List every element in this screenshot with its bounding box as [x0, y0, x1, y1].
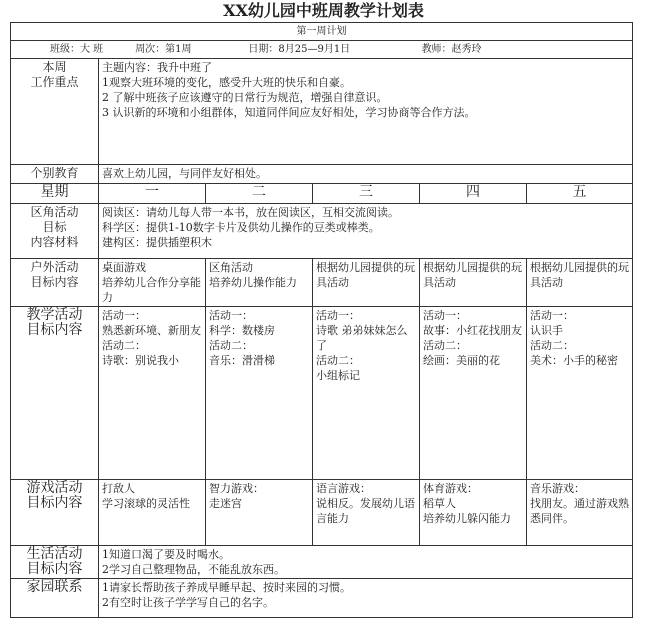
game-label: 游戏活动 目标内容	[11, 480, 99, 546]
teaching-label: 教学活动 目标内容	[11, 307, 99, 480]
day-friday: 五	[527, 184, 633, 204]
area-label: 区角活动 目标 内容材料	[11, 204, 99, 259]
life-content: 1知道口渴了要及时喝水。 2学习自己整理物品，不能乱放东西。	[99, 546, 633, 579]
game-cell-thursday: 体育游戏： 稻草人 培养幼儿躲闪能力	[420, 480, 527, 546]
weekly-plan-table	[10, 22, 633, 618]
day-tuesday: 二	[206, 184, 313, 204]
day-wednesday: 三	[313, 184, 420, 204]
outdoor-cell-tuesday: 区角活动 培养幼儿操作能力	[206, 259, 313, 307]
focus-label: 本周 工作重点	[11, 59, 99, 165]
outdoor-cell-thursday: 根据幼儿园提供的玩具活动	[420, 259, 527, 307]
game-cell-friday: 音乐游戏： 找朋友。通过游戏熟悉同伴。	[527, 480, 633, 546]
week-info: 周次：第1周	[135, 44, 192, 55]
game-cell-tuesday: 智力游戏： 走迷宫	[206, 480, 313, 546]
teaching-cell-thursday: 活动一： 故事：小红花找朋友 活动二： 绘画：美丽的花	[420, 307, 527, 480]
individual-content: 喜欢上幼儿园，与同伴友好相处。	[99, 165, 633, 184]
teaching-cell-friday: 活动一： 认识手 活动二： 美术：小手的秘密	[527, 307, 633, 480]
teacher-info: 教师：赵秀玲	[421, 44, 482, 55]
home-content: 1请家长帮助孩子养成早睡早起、按时来园的习惯。 2有空时让孩子学学写自己的名字。	[99, 579, 633, 618]
day-thursday: 四	[420, 184, 527, 204]
outdoor-label: 户外活动 目标内容	[11, 259, 99, 307]
individual-label: 个别教育	[11, 165, 99, 184]
weekday-label: 星期	[11, 184, 99, 204]
class-info: 班级：大 班	[50, 44, 104, 55]
week-title: 第一周计划	[11, 23, 633, 41]
teaching-cell-wednesday: 活动一： 诗歌 弟弟妹妹怎么了 活动二： 小组标记	[313, 307, 420, 480]
date-info: 日期：8月25—9月1日	[248, 44, 351, 55]
teaching-cell-monday: 活动一： 熟悉新环境、新朋友 活动二： 诗歌：别说我小	[99, 307, 206, 480]
home-label: 家园联系	[11, 579, 99, 618]
outdoor-cell-friday: 根据幼儿园提供的玩具活动	[527, 259, 633, 307]
game-cell-monday: 打敌人 学习滚球的灵活性	[99, 480, 206, 546]
outdoor-cell-wednesday: 根据幼儿园提供的玩具活动	[313, 259, 420, 307]
page-title: XX幼儿园中班周教学计划表	[223, 1, 424, 20]
outdoor-cell-monday: 桌面游戏 培养幼儿合作分享能力	[99, 259, 206, 307]
game-cell-wednesday: 语言游戏： 说相反。发展幼儿语言能力	[313, 480, 420, 546]
life-label: 生活活动 目标内容	[11, 546, 99, 579]
day-monday: 一	[99, 184, 206, 204]
focus-content: 主题内容：我升中班了 1观察大班环境的变化，感受升大班的快乐和自豪。 2 了解中班孩子应该遵守的日常行为规范，增强自律意识。 3 认识新的环境和小组群体，知道同伴间应友好相处，学习协商等合作方法。	[99, 59, 633, 165]
area-content: 阅读区：请幼儿每人带一本书，放在阅读区，互相交流阅读。 科学区：提供1-10数字卡片及供幼儿操作的豆类或棒类。 建构区：提供插塑积木	[99, 204, 633, 259]
teaching-cell-tuesday: 活动一： 科学：数楼房 活动二： 音乐：滑滑梯	[206, 307, 313, 480]
info-bar	[11, 41, 633, 59]
